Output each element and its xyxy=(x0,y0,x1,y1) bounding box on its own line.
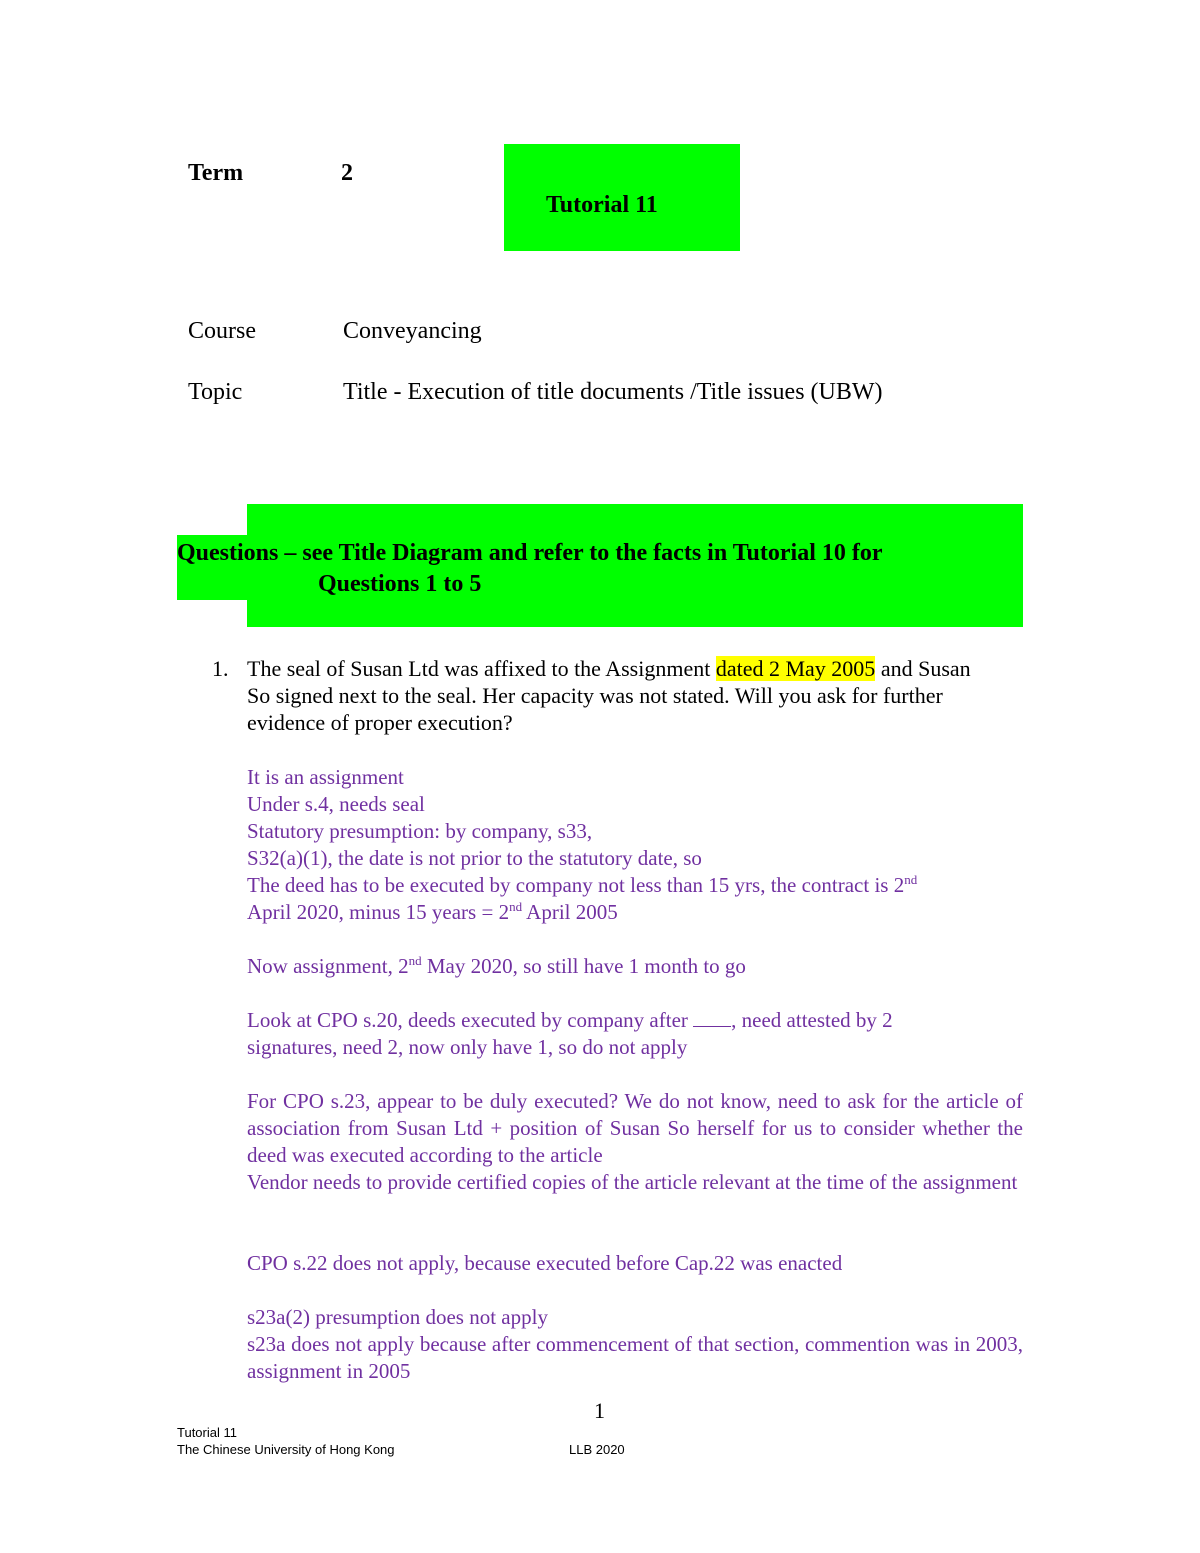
answer-text: April 2020, minus 15 years = 2 xyxy=(247,900,510,924)
answer-line: Under s.4, needs seal xyxy=(247,792,425,816)
question-line3: evidence of proper execution? xyxy=(247,710,513,735)
answer-line: Statutory presumption: by company, s33, xyxy=(247,819,593,843)
question-line2: So signed next to the seal. Her capacity was not stated. Will you ask for further xyxy=(247,683,943,708)
term-value: 2 xyxy=(341,160,353,186)
answer-line: S32(a)(1), the date is not prior to the statutory date, so xyxy=(247,846,702,870)
question-text-after: and Susan xyxy=(875,656,971,681)
answer-paragraph: s23a does not apply because after commencement of that section, commention was in 2003, assignment in 2005 xyxy=(247,1332,1023,1383)
answer-line: signatures, need 2, now only have 1, so do not apply xyxy=(247,1035,688,1059)
question-text-before: The seal of Susan Ltd was affixed to the Assignment xyxy=(247,656,716,681)
answer-line xyxy=(247,872,917,899)
answer-text: The deed has to be executed by company not less than 15 yrs, the contract is 2 xyxy=(247,873,905,897)
footer-right: LLB 2020 xyxy=(569,1442,625,1457)
tutorial-title: Tutorial 11 xyxy=(546,192,658,218)
answer-paragraph xyxy=(247,1007,1023,1034)
answer-line xyxy=(247,953,746,980)
topic-label: Topic xyxy=(188,379,243,405)
answer-text: , need attested by 2 xyxy=(731,1008,893,1032)
blank-line xyxy=(693,1008,731,1027)
answer-text: April 2005 xyxy=(522,900,618,924)
answer-text: Look at CPO s.20, deeds executed by company after xyxy=(247,1008,694,1032)
term-label: Term xyxy=(188,160,244,186)
answer-line: s23a(2) presumption does not apply xyxy=(247,1305,548,1329)
answer-line: It is an assignment xyxy=(247,765,404,789)
superscript: nd xyxy=(408,953,422,968)
footer-line2: The Chinese University of Hong Kong xyxy=(177,1442,395,1457)
answer-line: CPO s.22 does not apply, because executed before Cap.22 was enacted xyxy=(247,1251,843,1275)
answer-text: Now assignment, 2 xyxy=(247,954,409,978)
answer-paragraph: For CPO s.23, appear to be duly executed? We do not know, need to ask for the article of association from Susan Ltd + position of Susan So herself for us to consider whether the deed was executed according to the article xyxy=(247,1089,1023,1167)
topic-value: Title - Execution of title documents /Title issues (UBW) xyxy=(343,379,883,405)
page-number: 1 xyxy=(594,1398,605,1423)
question-highlight: dated 2 May 2005 xyxy=(715,656,876,681)
answer-line xyxy=(247,899,618,926)
question-line1 xyxy=(247,655,971,682)
question-number: 1. xyxy=(212,656,229,681)
course-label: Course xyxy=(188,318,256,344)
answer-text: May 2020, so still have 1 month to go xyxy=(421,954,746,978)
superscript: nd xyxy=(509,899,523,914)
footer-line1: Tutorial 11 xyxy=(177,1425,237,1440)
course-value: Conveyancing xyxy=(343,318,482,344)
questions-banner-line1: Questions – see Title Diagram and refer to the facts in Tutorial 10 for xyxy=(177,540,883,566)
questions-banner-line2: Questions 1 to 5 xyxy=(318,571,482,597)
answer-paragraph: Vendor needs to provide certified copies of the article relevant at the time of the assignment xyxy=(247,1170,1018,1194)
superscript: nd xyxy=(904,872,918,887)
